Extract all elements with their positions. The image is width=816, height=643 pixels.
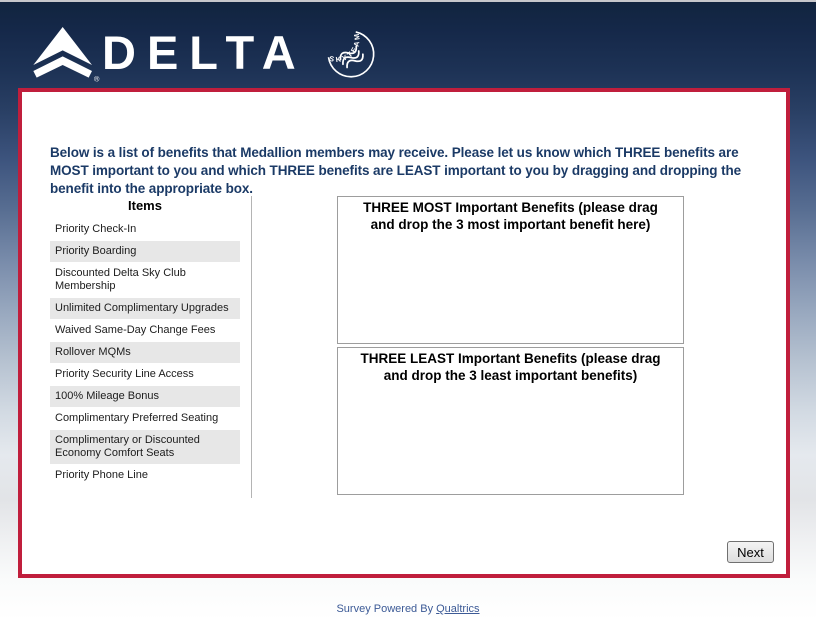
delta-widget-logo-icon [28,27,100,83]
item-rollover-mqms[interactable]: Rollover MQMs [50,342,240,363]
question-instructions: Below is a list of benefits that Medallion members may receive. Please let us know which THREE benefits are MOST important to you and which THREE benefits are LEAST important to you by dragging and dropping the benefit into the appropriate box. [50,145,742,196]
most-important-dropbox[interactable] [337,196,684,344]
item-same-day-change-fees[interactable]: Waived Same-Day Change Fees [55,324,216,336]
item-economy-comfort-seats[interactable]: Complimentary or Discounted Economy Comfort Seats [50,430,240,464]
powered-by-footer [0,603,816,615]
item-priority-phone-line[interactable]: Priority Phone Line [55,469,148,481]
delta-header [0,2,816,88]
least-important-dropbox-title: THREE LEAST Important Benefits (please drag and drop the 3 least important benefits) [360,351,661,383]
item-priority-boarding[interactable]: Priority Boarding [50,241,240,262]
item-unlimited-upgrades[interactable]: Unlimited Complimentary Upgrades [50,298,240,319]
powered-by-text: Survey Powered By [336,603,437,615]
most-important-dropbox-title: THREE MOST Important Benefits (please drag and drop the 3 most important benefit here) [363,200,658,232]
qualtrics-link[interactable]: Qualtrics [436,603,480,615]
svg-text:SKYTEAM: SKYTEAM [328,31,362,65]
item-mileage-bonus[interactable]: 100% Mileage Bonus [50,386,240,407]
benefit-items-column [50,198,240,487]
registered-mark: ® [94,74,100,83]
item-preferred-seating[interactable]: Complimentary Preferred Seating [55,412,219,424]
item-sky-club-membership[interactable]: Discounted Delta Sky Club Membership [55,267,186,292]
skyteam-logo-icon [318,19,384,85]
items-column-header: Items [128,198,162,213]
survey-question-panel [18,88,790,578]
delta-wordmark: DELTA [102,26,307,79]
drop-target-area [337,196,684,498]
item-priority-check-in[interactable]: Priority Check-In [55,223,137,235]
item-security-line-access[interactable]: Priority Security Line Access [55,368,194,380]
column-divider [251,196,252,498]
next-button[interactable]: Next [727,541,774,563]
least-important-dropbox[interactable] [337,347,684,495]
